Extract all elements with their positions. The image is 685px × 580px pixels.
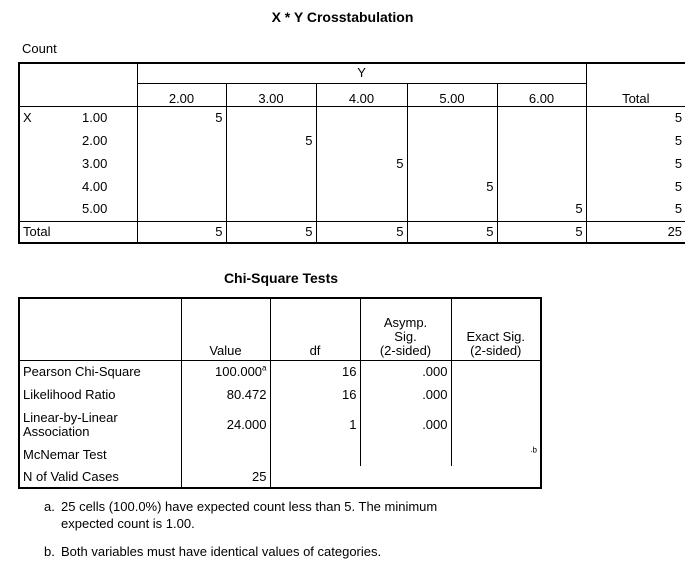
col-header-asymp-sig xyxy=(360,298,451,360)
table-cell xyxy=(451,360,541,383)
table-cell: 1 xyxy=(270,406,360,443)
footnote-text: 25 cells (100.0%) have expected count less than 5. The minimum xyxy=(61,499,438,514)
table-cell xyxy=(137,198,226,221)
totals-row-label: Total xyxy=(19,221,137,243)
chisq-table xyxy=(18,297,542,489)
crosstab-corner xyxy=(19,63,137,106)
row-label: 5.00 xyxy=(79,198,137,221)
col-header-df: df xyxy=(270,298,360,360)
table-cell xyxy=(226,106,316,129)
col-header-value: Value xyxy=(181,298,270,360)
row-label: Likelihood Ratio xyxy=(19,383,181,406)
table-cell: 5 xyxy=(226,129,316,152)
table-cell: 5 xyxy=(575,223,583,239)
table-cell xyxy=(497,152,586,175)
table-cell: 5 xyxy=(316,221,407,243)
row-label-line: Linear-by-Linear xyxy=(23,409,118,425)
header-line: Exact Sig. xyxy=(466,328,526,344)
row-total: 5 xyxy=(586,129,685,152)
footnote-marker: b. xyxy=(44,544,55,559)
table-cell xyxy=(137,129,226,152)
table-cell xyxy=(360,443,451,466)
row-total: 5 xyxy=(586,198,685,221)
table-cell xyxy=(316,106,407,129)
table-cell: 5 xyxy=(137,106,226,129)
table-cell xyxy=(451,383,541,406)
row-label: N of Valid Cases xyxy=(19,466,181,488)
row-label-line: Association xyxy=(23,423,90,439)
footnote-a xyxy=(44,498,664,531)
table-cell xyxy=(226,152,316,175)
table-row xyxy=(19,443,541,466)
table-cell: 5 xyxy=(407,175,497,198)
table-cell: .000 xyxy=(360,360,451,383)
table-cell: .000 xyxy=(360,406,451,443)
table-row xyxy=(19,360,541,383)
row-total: 5 xyxy=(586,106,685,129)
table-cell xyxy=(407,106,497,129)
table-cell xyxy=(316,198,407,221)
table-cell xyxy=(316,175,407,198)
col-var-label: Y xyxy=(137,63,586,83)
header-line: Asymp. xyxy=(383,314,428,330)
table-cell xyxy=(137,152,226,175)
col-header: 3.00 xyxy=(226,83,316,106)
row-label: 3.00 xyxy=(79,152,137,175)
row-label: McNemar Test xyxy=(19,443,181,466)
crosstab-cell-label: Count xyxy=(22,41,57,56)
table-cell xyxy=(226,175,316,198)
table-cell xyxy=(181,360,270,383)
row-total: 5 xyxy=(586,175,685,198)
cell-value: 100.000 xyxy=(215,363,263,379)
table-cell: .b xyxy=(530,444,537,455)
table-cell: 24.000 xyxy=(181,406,270,443)
crosstab-table xyxy=(18,62,685,244)
table-cell: 5 xyxy=(226,221,316,243)
chisq-title: Chi-Square Tests xyxy=(223,270,339,286)
table-cell xyxy=(316,129,407,152)
table-cell-empty xyxy=(270,466,541,488)
table-cell xyxy=(181,443,270,466)
header-line: Sig. xyxy=(394,328,417,344)
row-label: 2.00 xyxy=(79,129,137,152)
footnote-text: expected count is 1.00. xyxy=(61,516,195,531)
col-header: 5.00 xyxy=(407,83,497,106)
table-cell xyxy=(497,175,586,198)
table-cell xyxy=(226,198,316,221)
table-cell: 16 xyxy=(270,383,360,406)
footnote-text: Both variables must have identical values of categories. xyxy=(61,544,382,559)
table-cell xyxy=(270,443,360,466)
table-row xyxy=(19,152,685,175)
table-row xyxy=(19,106,685,129)
table-cell xyxy=(497,129,586,152)
table-row xyxy=(19,406,541,443)
grand-total: 25 xyxy=(586,221,685,243)
table-cell: 5 xyxy=(407,221,497,243)
table-cell xyxy=(497,106,586,129)
table-cell: 5 xyxy=(137,221,226,243)
footnote-marker: a. xyxy=(44,499,55,514)
row-var-label: X xyxy=(23,109,32,125)
table-cell xyxy=(407,152,497,175)
table-cell: 16 xyxy=(270,360,360,383)
table-cell: .000 xyxy=(360,383,451,406)
crosstab-title: X * Y Crosstabulation xyxy=(271,9,414,25)
chisq-corner xyxy=(19,298,181,360)
table-row xyxy=(19,198,685,221)
table-cell: 5 xyxy=(575,201,583,217)
table-cell xyxy=(137,175,226,198)
footnote-marker: a xyxy=(262,363,267,373)
table-row xyxy=(19,129,685,152)
col-header: 2.00 xyxy=(137,83,226,106)
table-cell: 80.472 xyxy=(181,383,270,406)
table-cell: 25 xyxy=(181,466,270,488)
col-header-exact-sig xyxy=(451,298,541,360)
table-row xyxy=(19,383,541,406)
row-label xyxy=(19,406,181,443)
table-cell: 5 xyxy=(316,152,407,175)
table-cell xyxy=(407,198,497,221)
footnote-b xyxy=(44,543,664,560)
col-header: 4.00 xyxy=(316,83,407,106)
row-label: 4.00 xyxy=(79,175,137,198)
table-row xyxy=(19,175,685,198)
table-cell xyxy=(451,406,541,443)
row-label: Pearson Chi-Square xyxy=(19,360,181,383)
footnote-marker: b xyxy=(532,445,537,455)
row-label: 1.00 xyxy=(79,106,137,129)
header-line: (2-sided) xyxy=(379,342,432,358)
table-row xyxy=(19,466,541,488)
totals-row xyxy=(19,221,685,243)
col-header-total: Total xyxy=(586,63,685,106)
header-line: (2-sided) xyxy=(470,342,522,358)
row-total: 5 xyxy=(586,152,685,175)
table-cell xyxy=(407,129,497,152)
col-header: 6.00 xyxy=(497,83,586,106)
